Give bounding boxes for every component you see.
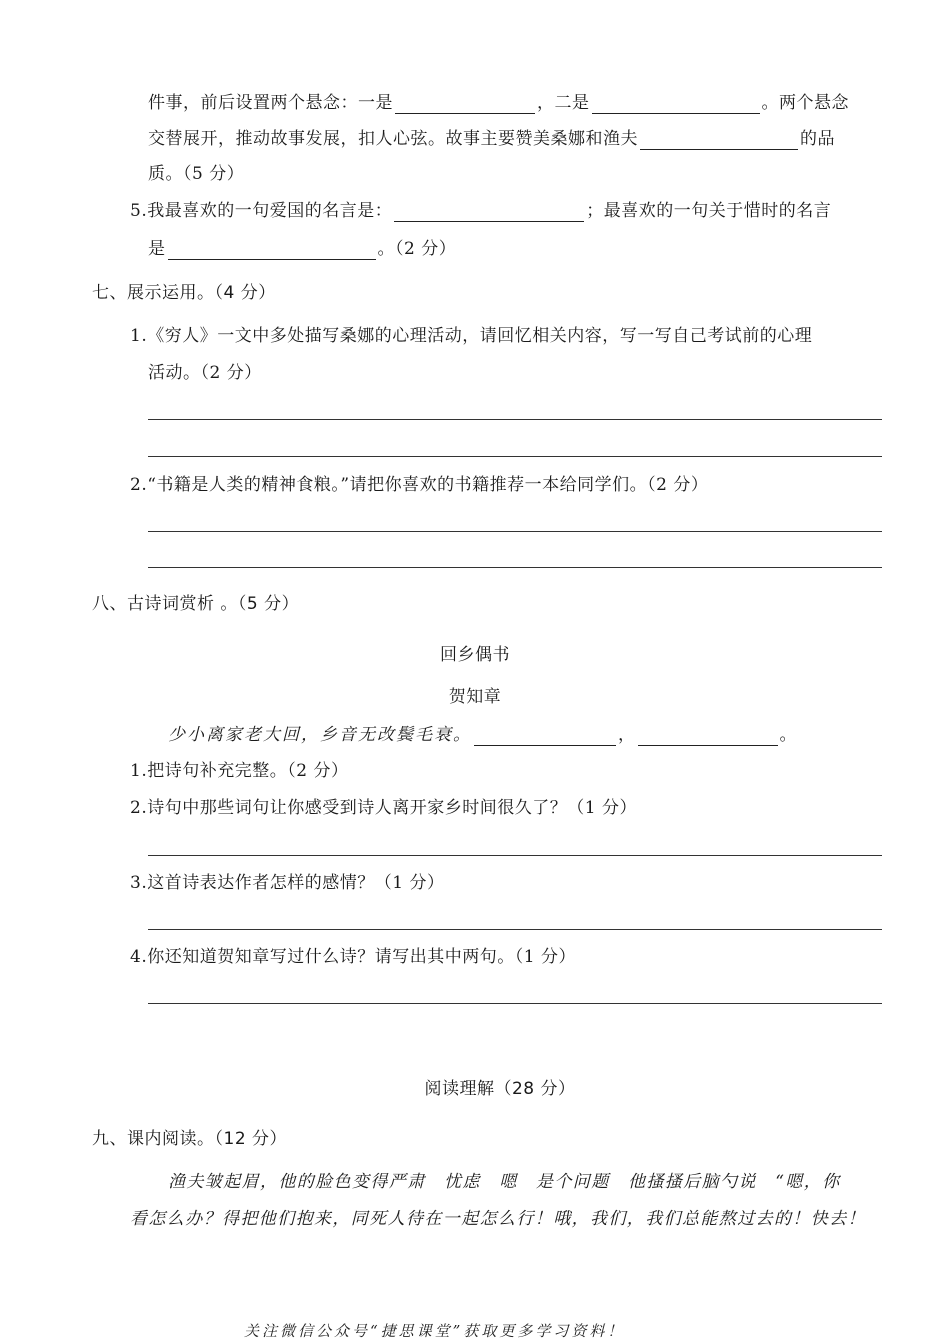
poem-title: 回乡偶书 xyxy=(440,645,510,665)
answer-line[interactable] xyxy=(148,456,882,457)
answer-blank[interactable] xyxy=(394,203,584,222)
answer-blank[interactable] xyxy=(395,95,535,114)
q4-line-2: 交替展开，推动故事发展，扣人心弦。故事主要赞美桑娜和渔夫 的品 xyxy=(148,129,835,149)
answer-blank[interactable] xyxy=(638,727,778,746)
s8-q4: 4.你还知道贺知章写过什么诗？请写出其中两句。（1 分） xyxy=(130,947,576,967)
passage-line-1: 渔夫皱起眉，他的脸色变得严肃 忧虑 嗯 是个问题 他搔搔后脑勺说 “嗯，你 xyxy=(168,1172,841,1192)
answer-blank[interactable] xyxy=(168,241,376,260)
section-8-title: 八、古诗词赏析 。（5 分） xyxy=(92,594,300,614)
poem-line: 少小离家老大回，乡音无改鬓毛衰。 ， 。 xyxy=(168,725,797,745)
q5-line-2: 是 。（2 分） xyxy=(148,239,457,259)
answer-blank[interactable] xyxy=(474,727,616,746)
section-7-title: 七、展示运用。（4 分） xyxy=(92,283,276,303)
s8-q2: 2.诗句中那些词句让你感受到诗人离开家乡时间很久了？（1 分） xyxy=(130,798,637,818)
s7-q2: 2.“书籍是人类的精神食粮。”请把你喜欢的书籍推荐一本给同学们。（2 分） xyxy=(130,475,709,495)
footer-note: 关注微信公众号“捷思课堂”获取更多学习资料！ xyxy=(244,1322,626,1340)
answer-blank[interactable] xyxy=(640,131,798,150)
answer-line[interactable] xyxy=(148,855,882,856)
answer-line[interactable] xyxy=(148,567,882,568)
q4-line-3: 质。（5 分） xyxy=(148,164,245,184)
q5-line-1: 5.我最喜欢的一句爱国的名言是： ；最喜欢的一句关于惜时的名言 xyxy=(130,201,832,221)
answer-blank[interactable] xyxy=(592,95,760,114)
reading-heading: 阅读理解（28 分） xyxy=(424,1079,576,1099)
answer-line[interactable] xyxy=(148,531,882,532)
answer-line[interactable] xyxy=(148,419,882,420)
section-9-title: 九、课内阅读。（12 分） xyxy=(92,1129,288,1149)
poem-author: 贺知章 xyxy=(448,687,502,707)
s8-q1: 1.把诗句补充完整。（2 分） xyxy=(130,761,349,781)
s7-q1-line-2: 活动。（2 分） xyxy=(148,363,262,383)
passage-line-2: 看怎么办？得把他们抱来，同死人待在一起怎么行！哦，我们，我们总能熬过去的！快去！ xyxy=(130,1209,866,1229)
q4-line-1: 件事，前后设置两个悬念：一是 ，二是 。两个悬念 xyxy=(148,93,849,113)
answer-line[interactable] xyxy=(148,929,882,930)
s8-q3: 3.这首诗表达作者怎样的感情？（1 分） xyxy=(130,873,445,893)
s7-q1-line-1: 1.《穷人》一文中多处描写桑娜的心理活动，请回忆相关内容，写一写自己考试前的心理 xyxy=(130,326,813,346)
answer-line[interactable] xyxy=(148,1003,882,1004)
